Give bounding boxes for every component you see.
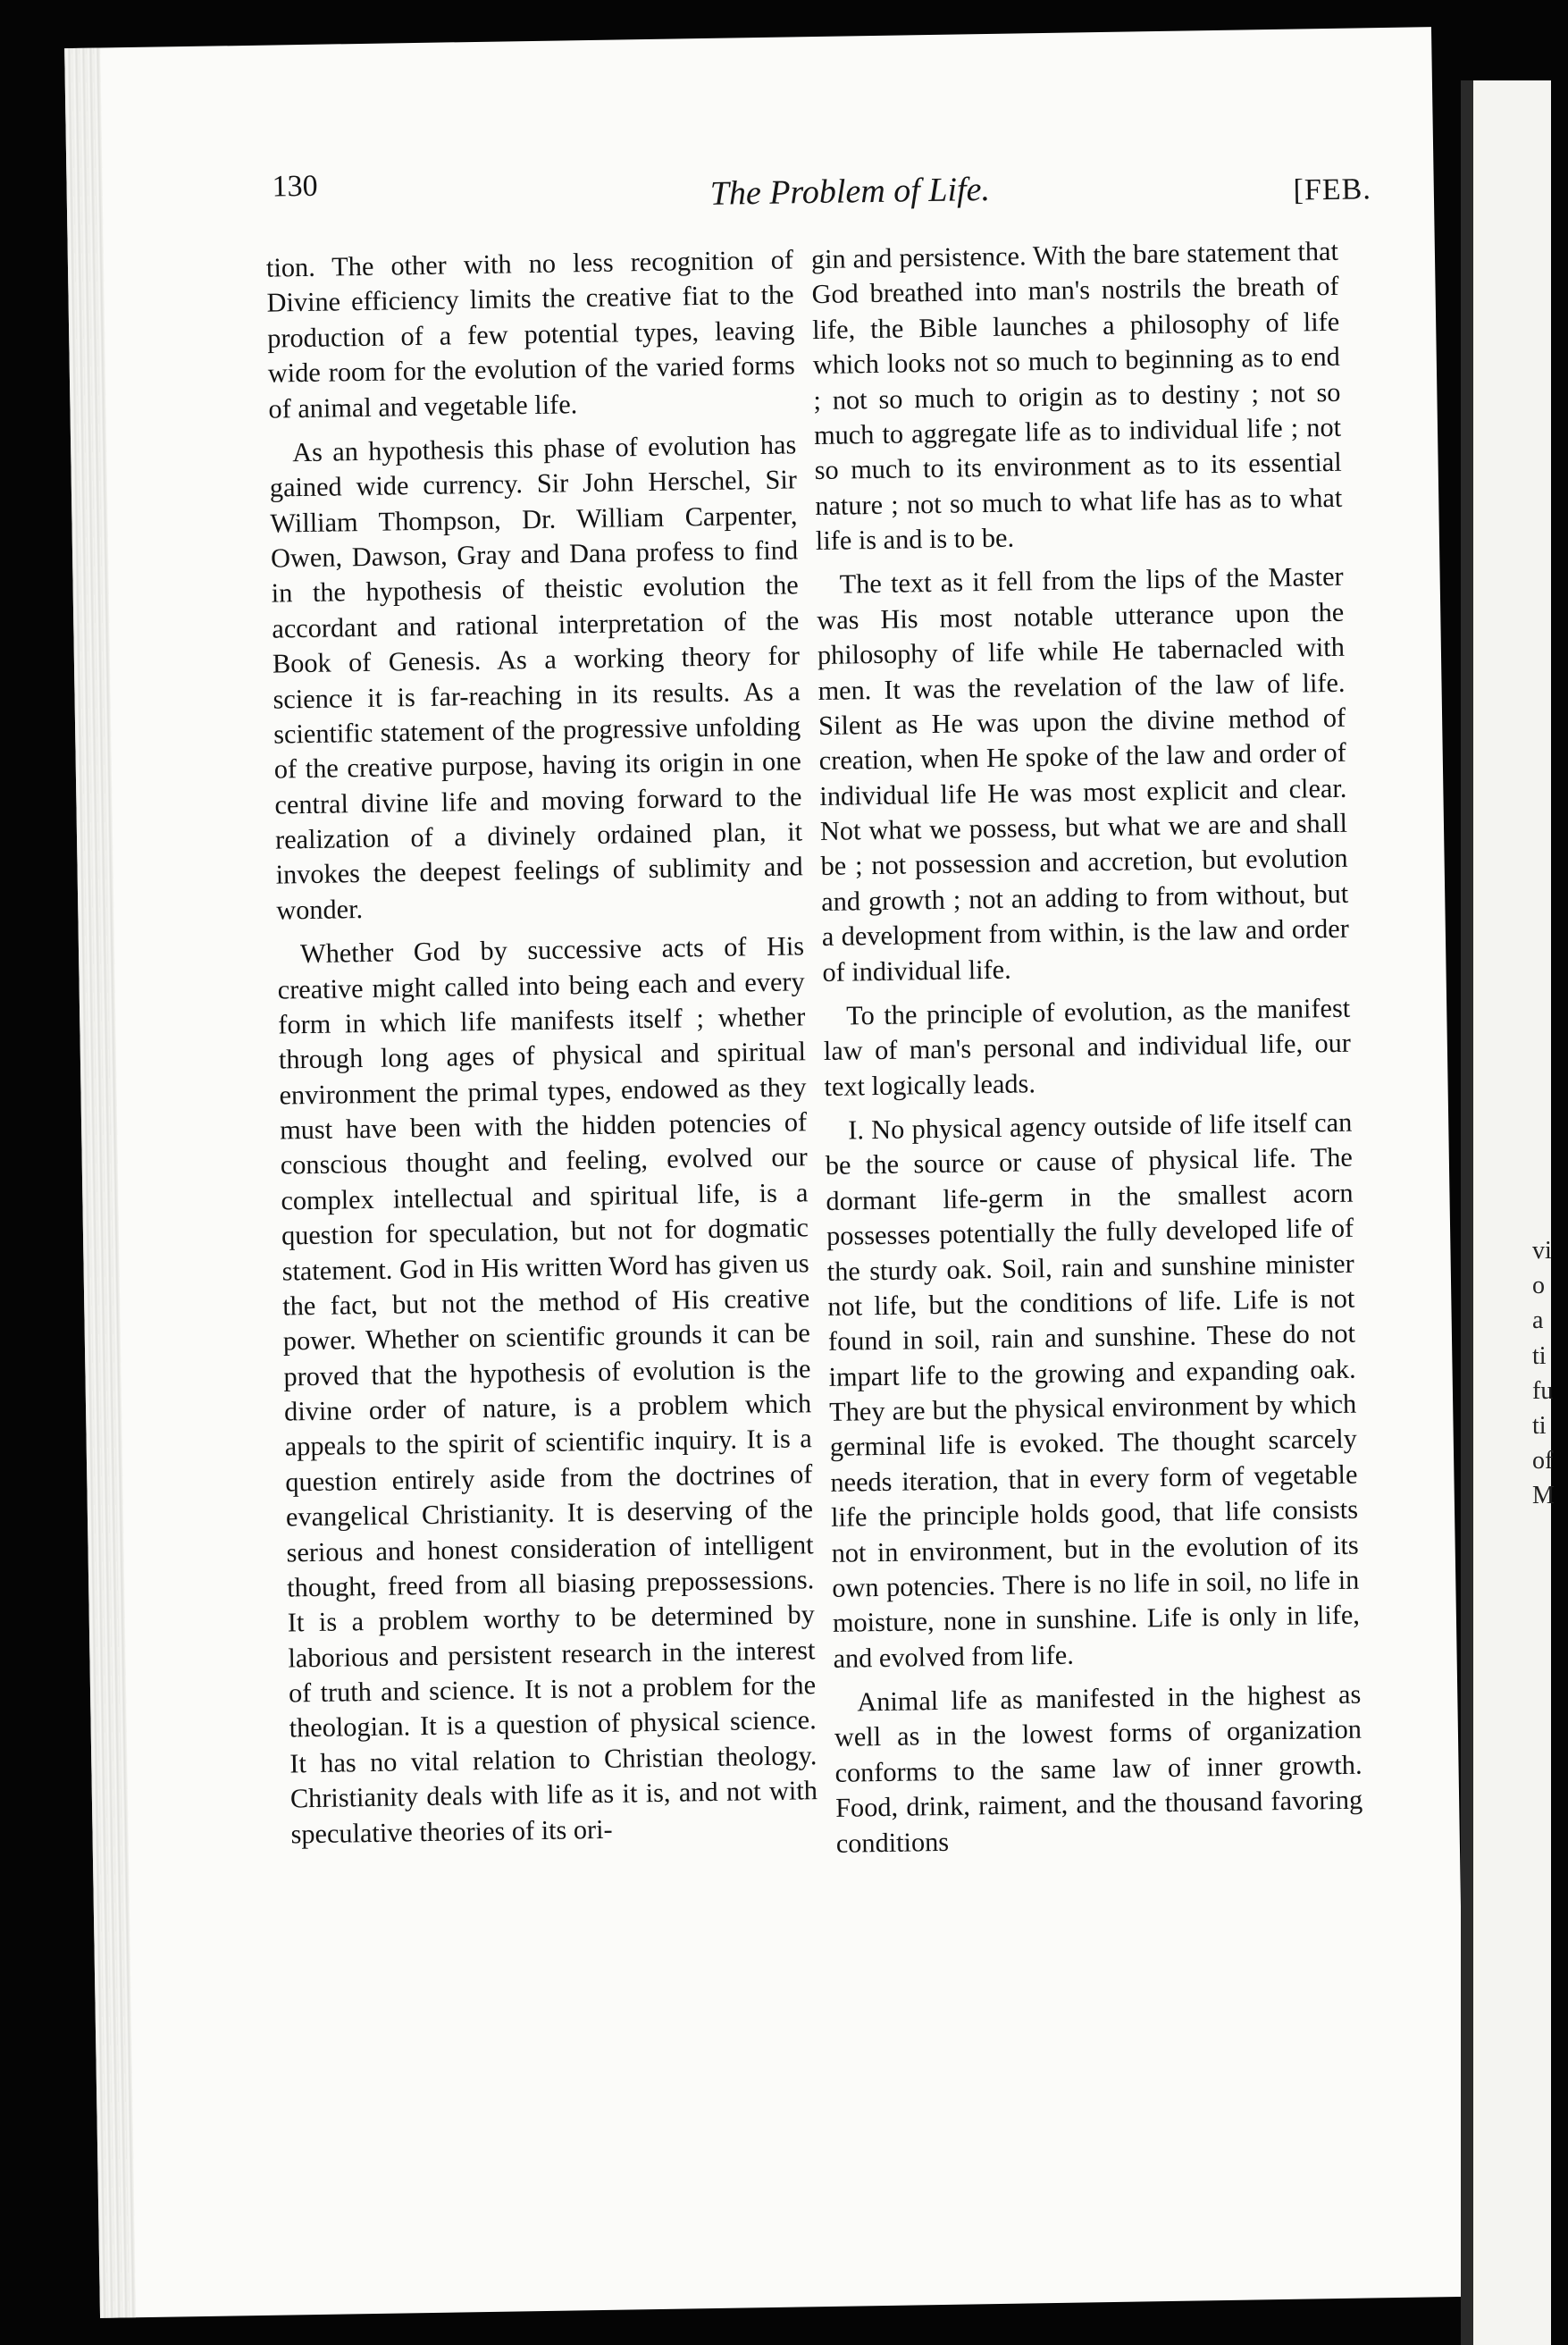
facing-page-text	[1532, 1233, 1568, 1514]
paragraph: Animal life as manifested in the highest as well as in the lowest forms of organization conforms to the same law of inner growth. Food, drink, raiment, and the thousand favoring conditions	[834, 1678, 1363, 1859]
facing-page	[1461, 80, 1555, 2345]
running-title: The Problem of Life.	[709, 170, 991, 213]
left-column	[266, 242, 818, 1852]
right-column	[811, 234, 1363, 1862]
text-fragment: a	[1532, 1307, 1544, 1335]
paragraph: Whether God by successive acts of His creative might called into being each and every form in which life manifests itself ; whether through long ages of physical and spiritual environment the primal types, endowed as they must have been with the hidden potencies of conscious thought and feeling, evolved our complex intellectual and spiritual life, is a question for speculation, but not for dogmatic statement. God in His written Word has given us the fact, but not the method of His creative power. Whether on scientific grounds it can be proved that the hypothesis of evolution is the divine order of nature, is a problem which appeals to the spirit of scientific inquiry. It is a question entirely aside from the doctrines of evangelical Christianity. It is deserving of the serious and honest consideration of intelligent thought, freed from all biasing prepossessions. It is a problem worthy to be determined by laborious and persistent research in the interest of truth and science. It is not a problem for the theologian. It is a question of physical science. It has no vital relation to Christian theology. Christianity deals with life as it is, and not with speculative theories of its ori-	[277, 930, 818, 1849]
text-fragment: ti	[1532, 1411, 1547, 1440]
gutter-shadow	[1461, 80, 1473, 2345]
paragraph: tion. The other with no less recognition of Divine efficiency limits the creative fiat to the production of a few potential types, leaving wide room for the evolution of the varied forms of animal and vegetable life.	[265, 244, 796, 424]
text-fragment: vi	[1532, 1237, 1552, 1265]
page-edge	[64, 48, 136, 2318]
page-number: 130	[272, 169, 318, 204]
book-page	[64, 27, 1467, 2318]
paragraph: As an hypothesis this phase of evolution has gained wide currency. Sir John Herschel, Sir William Thompson, Dr. William Carpenter, Owen, Dawson, Gray and Dana profess to find in the hypothesis of theistic evolution the accordant and rational interpretation of the Book of Genesis. As a working theory for science it is far-reaching in its results. As a scientific statement of the progressive unfolding of the creative purpose, having its origin in one central divine life and moving forward to the realization of a divinely ordained plan, it invokes the deepest feelings of sublimity and wonder.	[269, 429, 803, 926]
text-fragment: o	[1532, 1272, 1545, 1300]
paragraph: The text as it fell from the lips of the Master was His most notable utterance upon the philosophy of life while He tabernacled with men. It was the revelation of the law of life. Silent as He was upon the divine method of creation, when He spoke of the law and order of individual life He was most explicit and clear. Not what we possess, but what we are and shall be ; not possession and accretion, but evolution and growth ; not an adding to from without, but a development from within, is the law and order of individual life.	[817, 561, 1350, 988]
text-fragment: fu	[1532, 1376, 1554, 1405]
paragraph: gin and persistence. With the bare statement that God breathed into man's nostrils the breath of life, the Bible launches a philosophy of life which looks not so much to beginning as to end ; not so much to origin as to destiny ; not so much to aggregate life as to individual life ; not so much to its environment as to its essential nature ; not so much to what life has as to what life is and is to be.	[810, 235, 1343, 557]
running-header	[272, 153, 1371, 232]
text-fragment: ti	[1532, 1341, 1547, 1370]
paragraph: I. No physical agency outside of life itself can be the source or cause of physical life. The dormant life-germ in the smallest acorn possesses potentially the fully developed life of the sturdy oak. Soil, rain and sunshine minister not life, but the conditions of life. Life is not found in soil, rain and sunshine. These do not impart life to the growing and expanding oak. They are but the physical environment by which germinal life is evoked. The thought scarcely needs iteration, that in every form of vegetable life the principle holds good, that life consists not in environment, but in the evolution of its own potencies. There is no life in soil, no life in moisture, none in sunshine. Life is only in life, and evolved from life.	[825, 1106, 1361, 1674]
month-label: [FEB.	[1293, 172, 1372, 207]
paragraph: To the principle of evolution, as the manifest law of man's personal and individual life, our text logically leads.	[823, 992, 1352, 1102]
text-fragment: of	[1532, 1447, 1554, 1475]
text-fragment: M	[1532, 1482, 1555, 1510]
